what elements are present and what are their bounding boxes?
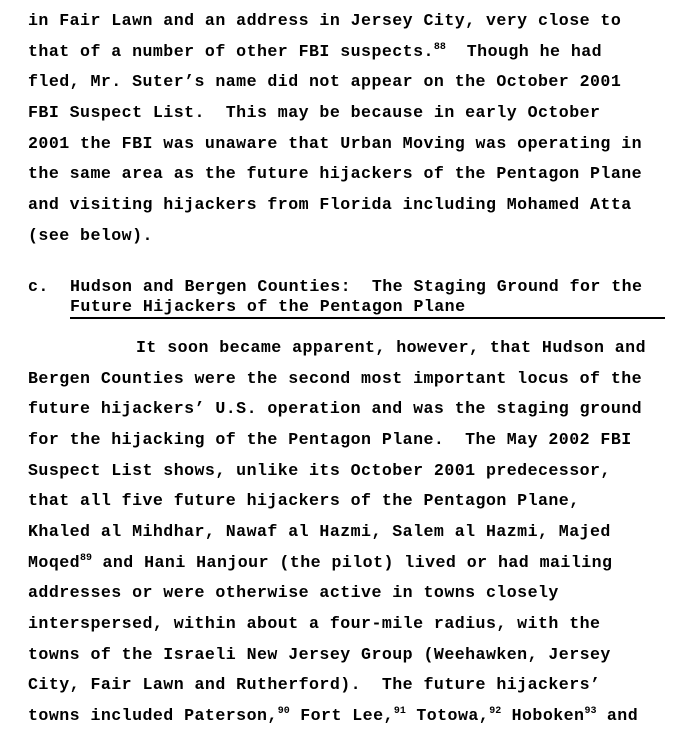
section-marker: c. <box>28 277 49 296</box>
text-line: FBI Suspect List. This may be because in early October <box>28 103 601 122</box>
text-line: Bergen Counties were the second most important locus of the <box>28 369 643 388</box>
text-line: (see below). <box>28 226 153 245</box>
text-line: addresses or were otherwise active in towns closely <box>28 583 559 602</box>
text-segment: Though he had <box>445 42 603 61</box>
text-line: the same area as the future hijackers of the Pentagon Plane <box>28 164 643 183</box>
text-line: interspersed, within about a four-mile radius, with the <box>28 614 601 633</box>
text-segment: that of a number of other FBI suspects. <box>28 42 434 61</box>
text-line: Khaled al Mihdhar, Nawaf al Hazmi, Salem al Hazmi, Majed <box>28 522 611 541</box>
section-heading-line-2: Future Hijackers of the Pentagon Plane <box>70 297 466 316</box>
text-segment: Moqed <box>28 553 81 572</box>
text-line: in Fair Lawn and an address in Jersey City, very close to <box>28 11 622 30</box>
heading-underline <box>70 317 665 319</box>
text-line <box>28 706 638 726</box>
text-segment: Totowa, <box>405 706 490 725</box>
footnote-marker-91: 91 <box>393 706 406 717</box>
footnote-marker-92: 92 <box>489 706 502 717</box>
text-line: towns of the Israeli New Jersey Group (Weehawken, Jersey <box>28 645 611 664</box>
text-line <box>28 553 612 573</box>
text-line: for the hijacking of the Pentagon Plane. The May 2002 FBI <box>28 430 632 449</box>
text-segment: towns included Paterson, <box>28 706 278 725</box>
text-segment: Hoboken <box>501 706 585 725</box>
text-line: 2001 the FBI was unaware that Urban Moving was operating in <box>28 134 643 153</box>
text-segment: and <box>596 706 639 725</box>
text-line: City, Fair Lawn and Rutherford). The future hijackers’ <box>28 675 601 694</box>
text-line: that all five future hijackers of the Pentagon Plane, <box>28 491 580 510</box>
text-line: Suspect List shows, unlike its October 2001 predecessor, <box>28 461 611 480</box>
section-heading-line-1: Hudson and Bergen Counties: The Staging Ground for the <box>70 277 643 296</box>
text-segment: and Hani Hanjour (the pilot) lived or had mailing <box>92 553 613 572</box>
text-line: fled, Mr. Suter’s name did not appear on the October 2001 <box>28 72 622 91</box>
text-line: and visiting hijackers from Florida including Mohamed Atta <box>28 195 632 214</box>
footnote-marker-89: 89 <box>80 553 93 564</box>
footnote-marker-88: 88 <box>433 42 446 53</box>
footnote-marker-90: 90 <box>277 706 290 717</box>
text-line: future hijackers’ U.S. operation and was the staging ground <box>28 399 643 418</box>
footnote-marker-93: 93 <box>584 706 597 717</box>
text-segment: Fort Lee, <box>289 706 394 725</box>
text-line <box>28 42 602 62</box>
text-line: It soon became apparent, however, that Hudson and <box>136 338 646 357</box>
